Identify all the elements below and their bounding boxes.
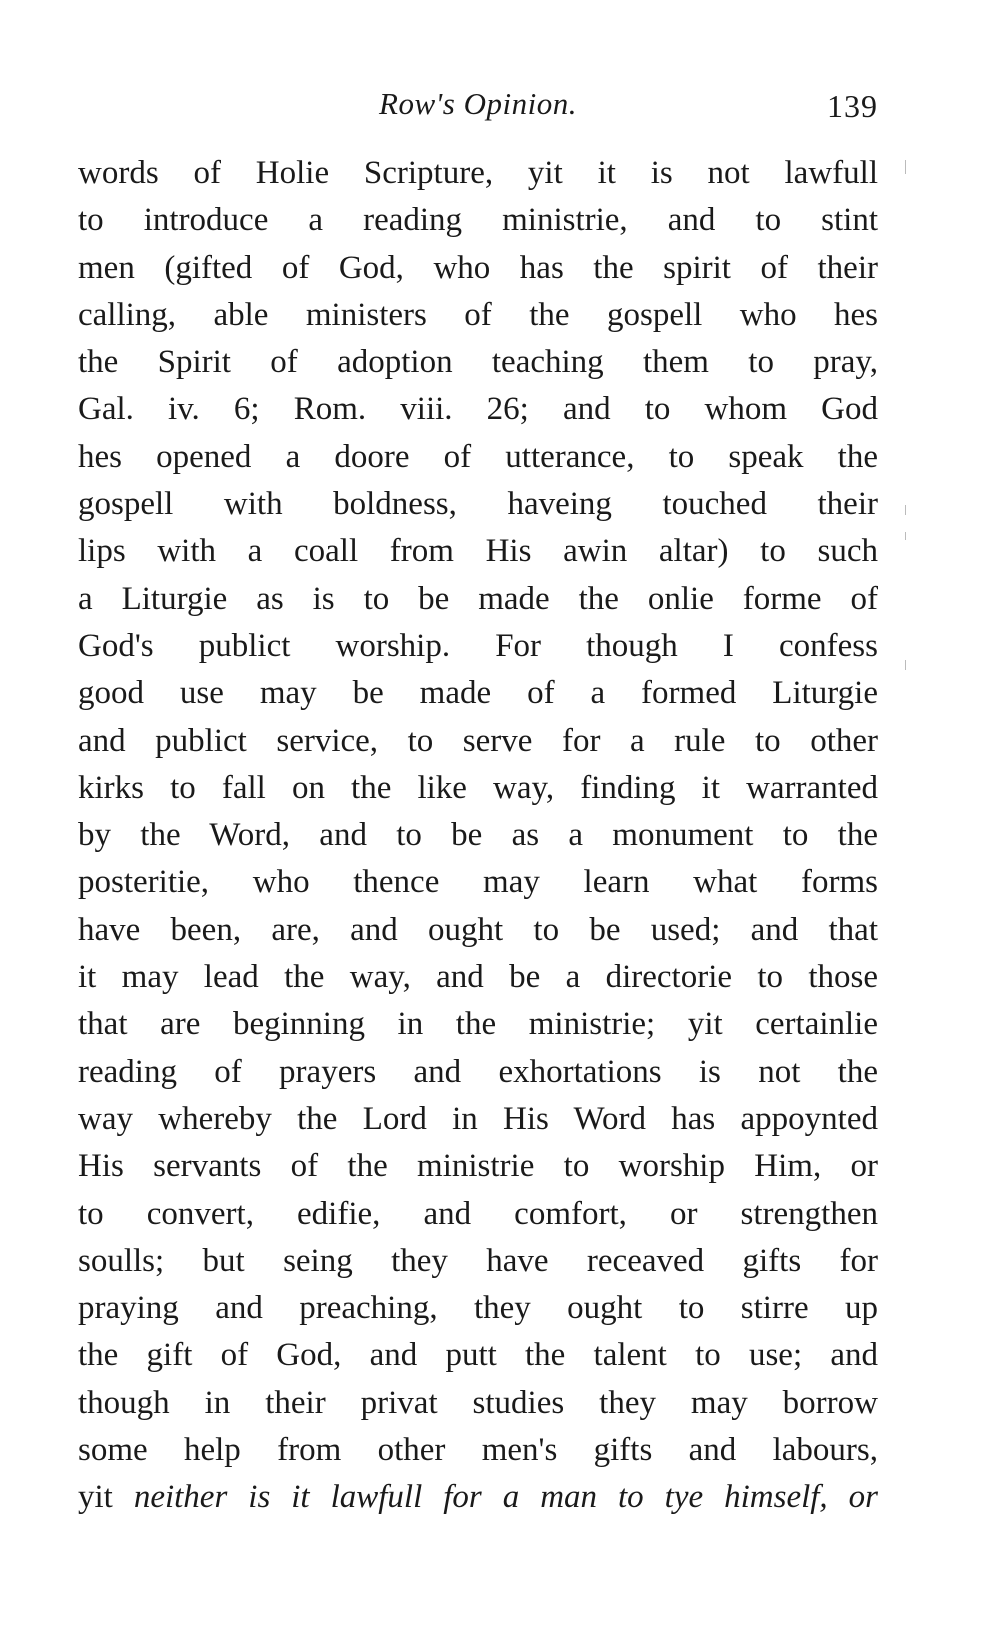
text-line: words of Holie Scripture, yit it is not lawfull (78, 155, 878, 191)
text-line: reading of prayers and exhortations is not the (78, 1053, 878, 1090)
text-line: the Spirit of adoption teaching them to pray, (78, 344, 878, 381)
text-line: good use may be made of a formed Liturgie (78, 675, 878, 712)
text-line: His servants of the ministrie to worship Him, or (78, 1148, 878, 1185)
text-line: posteritie, who thence may learn what forms (78, 864, 878, 901)
text-line: calling, able ministers of the gospell who hes (78, 296, 878, 333)
text-line-roman: yit (78, 1479, 134, 1516)
text-line: hes opened a doore of utterance, to speak the (78, 438, 878, 475)
text-line: it may lead the way, and be a directorie to those (78, 959, 878, 996)
text-line-italic: neither is it lawfull for a man to tye himself, or (133, 1479, 878, 1516)
text-line: gospell with boldness, haveing touched their (78, 486, 878, 523)
gutter-mark (905, 532, 906, 540)
running-head (78, 82, 878, 126)
text-line: by the Word, and to be as a monument to the (78, 817, 878, 854)
text-line: and publict service, to serve for a rule to other (78, 722, 878, 759)
gutter-mark (905, 660, 906, 670)
text-line: men (gifted of God, who has the spirit of their (78, 249, 878, 286)
page-number: 139 (827, 88, 878, 124)
text-line: to convert, edifie, and comfort, or strengthen (78, 1195, 878, 1232)
text-line: some help from other men's gifts and labours, (78, 1432, 878, 1469)
text-line: have been, are, and ought to be used; and that (78, 911, 878, 948)
text-line: that are beginning in the ministrie; yit certainlie (78, 1006, 878, 1043)
text-line: way whereby the Lord in His Word has appoynted (78, 1100, 878, 1137)
text-line: God's publict worship. For though I confess (78, 627, 878, 664)
text-line: Gal. iv. 6; Rom. viii. 26; and to whom God (78, 391, 878, 428)
body-text (78, 150, 878, 1522)
text-line: a Liturgie as is to be made the onlie forme of (78, 580, 878, 617)
text-line: kirks to fall on the like way, finding it warranted (78, 769, 878, 806)
text-line: to introduce a reading ministrie, and to stint (78, 202, 878, 239)
text-line: praying and preaching, they ought to stirre up (78, 1290, 878, 1327)
text-line: soulls; but seing they have receaved gifts for (78, 1242, 878, 1279)
text-line: the gift of God, and putt the talent to use; and (78, 1337, 878, 1374)
gutter-mark (905, 505, 906, 515)
running-title: Row's Opinion. (379, 86, 577, 121)
text-line: lips with a coall from His awin altar) to such (78, 533, 878, 570)
text-line-last (78, 1474, 878, 1521)
gutter-marks (905, 150, 915, 750)
gutter-mark (905, 160, 906, 174)
text-line: though in their privat studies they may borrow (78, 1384, 878, 1421)
